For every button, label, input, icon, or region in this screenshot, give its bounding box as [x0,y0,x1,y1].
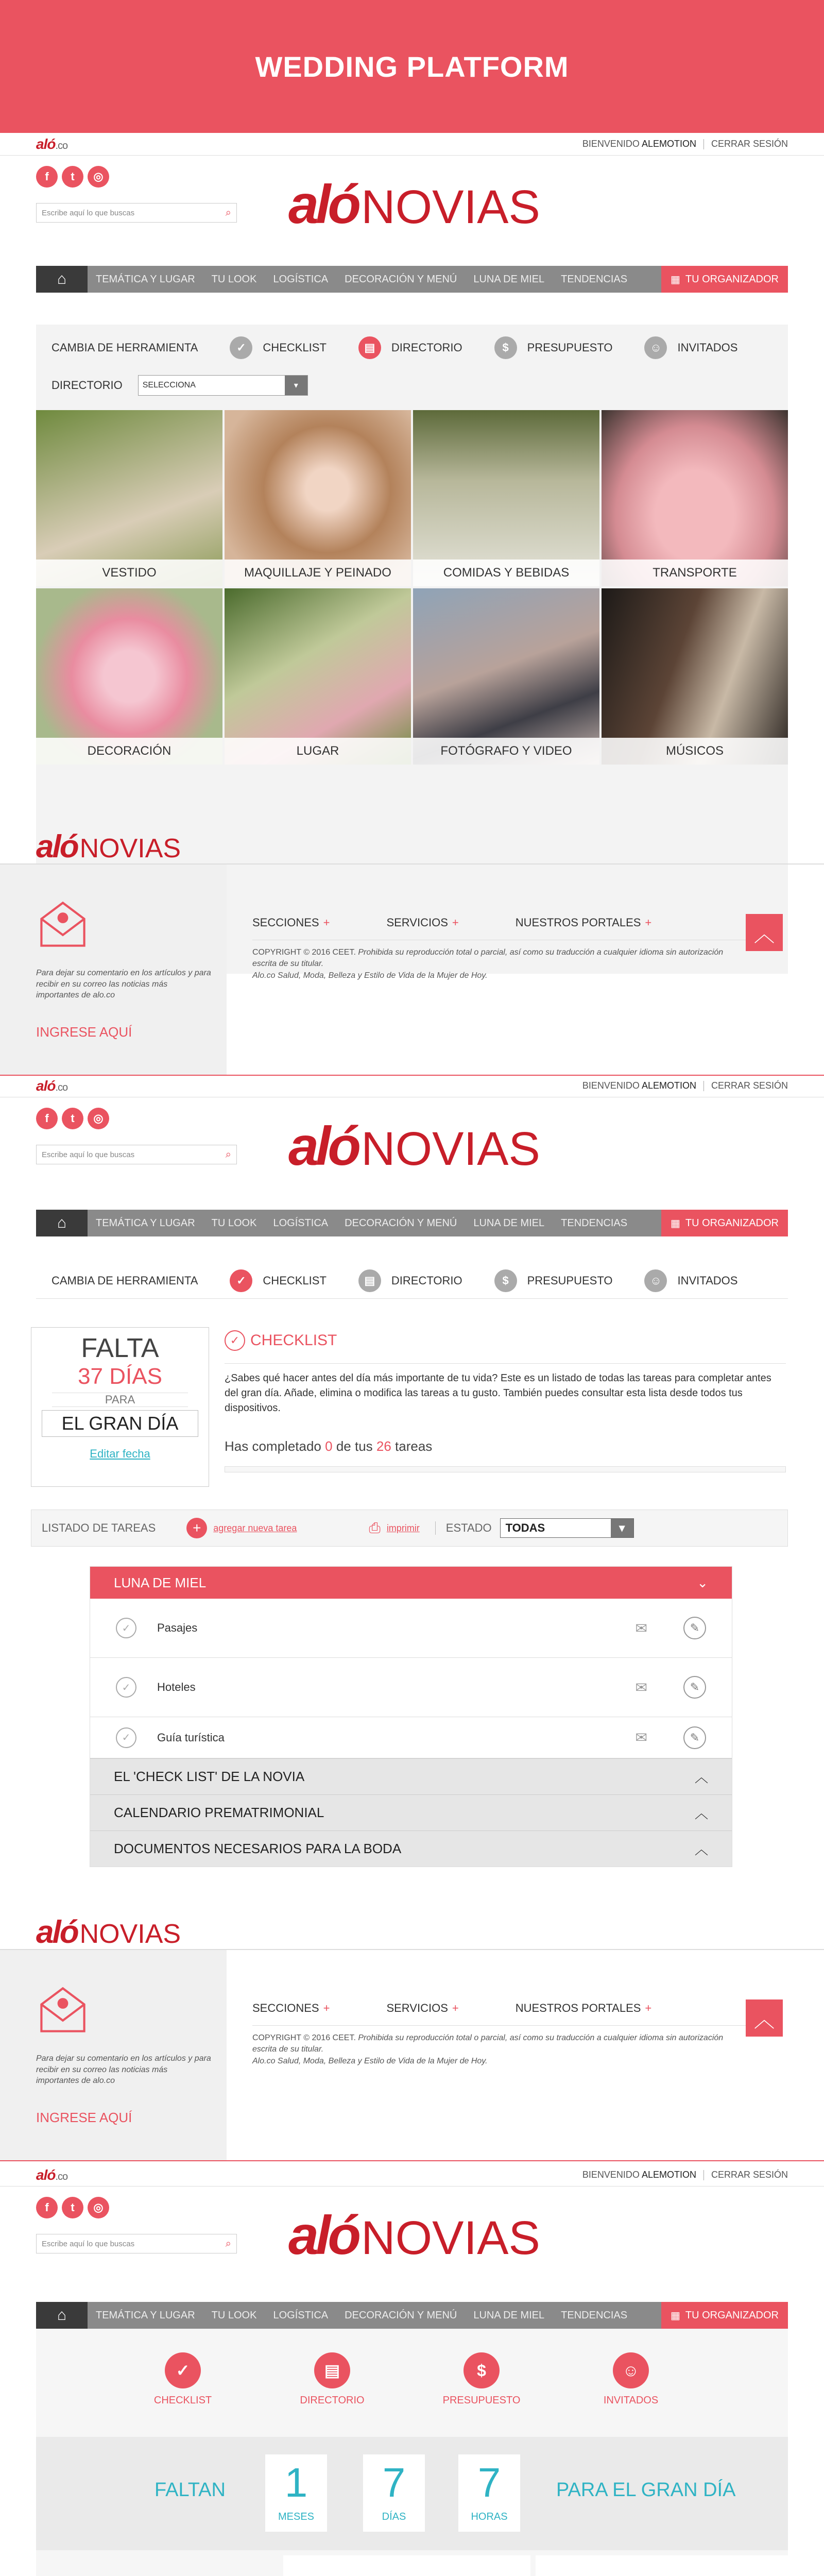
chevron-up-icon: ︿ [694,1806,708,1821]
dollar-icon: $ [464,2352,500,2388]
footer-link-portales[interactable]: NUESTROS PORTALES + [515,916,652,929]
footer-link-secciones[interactable]: SECCIONES + [252,916,330,929]
footer-brand [0,1904,824,1950]
progress-text: Has completado 0 de tus 26 tareas [225,1438,433,1454]
user-area: BIENVENIDO ALEMOTION CERRAR SESIÓN [582,2169,788,2180]
search-input[interactable]: Escribe aquí lo que buscas ⌕ [36,203,237,223]
printer-icon: ⎙ [369,1519,381,1536]
main-nav [36,2302,788,2329]
footer-body [0,865,824,1076]
guests-icon: ☺ [613,2352,649,2388]
small-logo[interactable]: aló.co [36,2166,68,2183]
section-header-open[interactable]: LUNA DE MIEL ⌄ [90,1567,732,1599]
frame-checklist [0,1075,824,1899]
tile-decoracion[interactable]: DECORACIÓN [36,588,222,765]
nav-item[interactable]: TENDENCIAS [561,2309,628,2321]
edit-date-link[interactable]: Editar fecha [90,1447,150,1460]
guests-icon: ☺ [644,1269,667,1292]
checklist-intro: ¿Sabes qué hacer antes del día más importante de tu vida? Este es un listado de todas las tareas para completar antes del gran día. Añade, elimina o modifica las tareas a tu gusto. También puedes consultar esta lista desde todos tus dispositivos. [225,1363,786,1416]
nav-item[interactable]: TEMÁTICA Y LUGAR [96,1217,195,1229]
home-icon[interactable]: ⌂ [36,266,88,293]
tool-invitados[interactable]: ☺ INVITADOS [644,336,737,359]
footer-link-servicios[interactable]: SERVICIOS + [386,2002,459,2014]
twitter-icon[interactable]: t [62,1108,83,1129]
tool-checklist[interactable]: ✓ CHECKLIST [230,336,326,359]
nav-item[interactable]: DECORACIÓN Y MENÚ [345,2309,457,2321]
nav-item[interactable]: TU LOOK [211,2309,257,2321]
directory-grid [36,410,788,765]
search-icon[interactable]: ⌕ [225,2238,231,2249]
checklist-title: ✓ CHECKLIST [225,1330,337,1351]
nav-item[interactable]: TEMÁTICA Y LUGAR [96,2309,195,2321]
top-bar [0,1075,824,1097]
page-banner [0,0,824,133]
top-bar [0,2164,824,2187]
nav-item[interactable]: LUNA DE MIEL [473,1217,545,1229]
facebook-icon[interactable]: f [36,2197,58,2218]
tool-presupuesto[interactable]: $ PRESUPUESTO [494,336,613,359]
task-toolbar: LISTADO DE TAREAS + agregar nueva tarea ⎙ imprimir ESTADO TODAS ▾ [31,1510,788,1547]
scroll-top-button[interactable]: ︿ [746,1999,783,2037]
footer-logo[interactable]: aló NOVIAS [36,1914,181,1950]
directory-icon: ▤ [314,2352,350,2388]
tool-invitados[interactable]: ☺ INVITADOS [644,1269,737,1292]
main-nav [36,266,788,293]
logout-link[interactable]: CERRAR SESIÓN [711,138,788,149]
tool-checklist[interactable]: ✓ CHECKLIST [230,1269,326,1292]
edit-icon[interactable]: ✎ [683,1676,706,1699]
tile-musicos[interactable]: MÚSICOS [602,588,788,765]
countdown-days: 7 DÍAS [363,2454,425,2532]
nav-item[interactable]: LUNA DE MIEL [473,2309,545,2321]
search-icon[interactable]: ⌕ [225,1148,231,1160]
directory-filter [52,375,308,396]
print-button[interactable]: ⎙ imprimir [369,1519,420,1536]
nav-item[interactable]: LOGÍSTICA [273,1217,329,1229]
tile-transporte[interactable]: TRANSPORTE [602,410,788,586]
instagram-icon[interactable]: ◎ [88,1108,109,1129]
organizer-button[interactable]: ▦ TU ORGANIZADOR [661,266,788,293]
search-input[interactable]: Escribe aquí lo que buscas ⌕ [36,1145,237,1164]
section-header[interactable]: CALENDARIO PREMATRIMONIAL ︿ [90,1794,732,1831]
nav-item[interactable]: TEMÁTICA Y LUGAR [96,273,195,285]
nav-item[interactable]: DECORACIÓN Y MENÚ [345,273,457,285]
home-icon[interactable]: ⌂ [36,1210,88,1236]
instagram-icon[interactable]: ◎ [88,2197,109,2218]
progress-bar [225,1466,786,1472]
main-nav [36,1210,788,1236]
organizer-button[interactable]: ▦ TU ORGANIZADOR [661,2302,788,2329]
twitter-icon[interactable]: t [62,2197,83,2218]
directory-select[interactable]: SELECCIONA ▾ [138,375,308,396]
task-row: ✓ Guía turística ✉ ✎ [90,1717,732,1758]
plus-icon: + [186,1518,207,1538]
calendar-icon: ▦ [670,1217,680,1229]
check-icon: ✓ [230,336,252,359]
tile-comidas[interactable]: COMIDAS Y BEBIDAS [413,410,599,586]
chevron-down-icon[interactable]: ▾ [611,1519,633,1537]
nav-item[interactable]: LUNA DE MIEL [473,273,545,285]
directory-icon: ▤ [358,336,381,359]
check-icon[interactable]: ✓ [116,1618,136,1638]
calendar-icon: ▦ [670,274,680,285]
nav-item[interactable]: TENDENCIAS [561,273,628,285]
check-icon: ✓ [165,2352,201,2388]
footer-logo[interactable]: aló NOVIAS [36,829,181,865]
tile-fotografo[interactable]: FOTÓGRAFO Y VIDEO [413,588,599,765]
twitter-icon[interactable]: t [62,166,83,188]
footer [0,818,824,1076]
logout-link[interactable]: CERRAR SESIÓN [711,2169,788,2180]
add-task-button[interactable]: + agregar nueva tarea [186,1518,297,1538]
search-input[interactable]: Escribe aquí lo que buscas ⌕ [36,2234,237,2253]
check-icon[interactable]: ✓ [116,1677,136,1698]
brand-logo[interactable]: aló NOVIAS [288,174,540,235]
logout-link[interactable]: CERRAR SESIÓN [711,1080,788,1091]
tile-lugar[interactable]: LUGAR [225,588,411,765]
footer-link-portales[interactable]: NUESTROS PORTALES + [515,2002,652,2014]
social-icons [36,166,109,188]
estado-select[interactable]: TODAS ▾ [500,1518,634,1538]
mail-icon[interactable]: ✉ [635,1620,647,1636]
brand-row [0,1097,824,1185]
nav-item[interactable]: TENDENCIAS [561,1217,628,1229]
welcome-text: BIENVENIDO [582,138,640,149]
footer-signup-text: Para dejar su comentario en los artículos y para recibir en su correo las noticias más importantes de alo.co [36,969,211,1000]
faltan-label: FALTAN [154,2479,226,2501]
brand-logo[interactable]: aló NOVIAS [288,1116,540,1177]
task-accordion [90,1566,732,1867]
small-logo[interactable]: aló.co [36,135,68,152]
tool-switcher-label: CAMBIA DE HERRAMIENTA [52,341,198,354]
dash-directorio[interactable]: ▤ DIRECTORIO [291,2352,373,2406]
user-name[interactable]: ALEMOTION [641,1080,696,1091]
user-name[interactable]: ALEMOTION [641,2169,696,2180]
task-row: ✓ Hoteles ✉ ✎ [90,1658,732,1717]
tool-switcher [36,336,788,359]
countdown-card: FALTA 37 DÍAS PARA EL GRAN DÍA Editar fecha [31,1327,209,1487]
chevron-up-icon: ︿ [694,1770,708,1785]
task-row: ✓ Pasajes ✉ ✎ [90,1599,732,1658]
signin-link[interactable]: INGRESE AQUÍ [36,2110,132,2125]
dollar-icon: $ [494,336,517,359]
payments-card [536,2555,788,2576]
countdown-hours: 7 HORAS [458,2454,520,2532]
countdown-months: 1 MESES [265,2454,327,2532]
footer-links [252,916,651,929]
footer-links [252,2002,651,2015]
check-circle-icon: ✓ [225,1330,245,1351]
dollar-icon: $ [494,1269,517,1292]
small-logo[interactable]: aló.co [36,1077,68,1094]
organizer-button[interactable]: ▦ TU ORGANIZADOR [661,1210,788,1236]
edit-icon[interactable]: ✎ [683,1726,706,1749]
calendar-icon: ▦ [670,2310,680,2321]
signin-link[interactable]: INGRESE AQUÍ [36,1024,132,1040]
footer-link-servicios[interactable]: SERVICIOS + [386,916,459,929]
nav-item[interactable]: DECORACIÓN Y MENÚ [345,1217,457,1229]
nav-item[interactable]: TU LOOK [211,273,257,285]
tile-vestido[interactable]: VESTIDO [36,410,222,586]
user-name[interactable]: ALEMOTION [641,138,696,149]
scroll-top-button[interactable]: ︿ [746,914,783,951]
envelope-icon [36,897,90,951]
footer-link-secciones[interactable]: SECCIONES + [252,2002,330,2014]
section-header[interactable]: EL 'CHECK LIST' DE LA NOVIA ︿ [90,1758,732,1794]
instagram-icon[interactable]: ◎ [88,166,109,188]
banner-title: WEDDING PLATFORM [255,50,569,83]
footer-signup [0,865,227,1075]
facebook-icon[interactable]: f [36,1108,58,1129]
nav-item[interactable]: TU LOOK [211,1217,257,1229]
footer [0,1904,824,2161]
gran-dia-label: PARA EL GRAN DÍA [556,2479,736,2501]
nav-item[interactable]: LOGÍSTICA [273,2309,329,2321]
brand-row [0,156,824,243]
budget-card [283,2555,530,2576]
dash-invitados[interactable]: ☺ INVITADOS [590,2352,672,2406]
tool-directorio[interactable]: ▤ DIRECTORIO [358,1269,462,1292]
user-area [582,139,788,149]
dash-presupuesto[interactable]: $ PRESUPUESTO [440,2352,523,2406]
envelope-icon [36,1983,90,2037]
footer-brand [0,818,824,865]
tile-maquillaje[interactable]: MAQUILLAJE Y PEINADO [225,410,411,586]
tool-directorio[interactable]: ▤ DIRECTORIO [358,336,462,359]
frame-dashboard [0,2164,824,2576]
tool-presupuesto[interactable]: $ PRESUPUESTO [494,1269,613,1292]
search-icon[interactable]: ⌕ [225,207,231,218]
tool-switcher: CAMBIA DE HERRAMIENTA ✓ CHECKLIST ▤ DIRECTORIO $ PRESUPUESTO ☺ INVITADOS [36,1269,788,1299]
nav-item[interactable]: LOGÍSTICA [273,273,329,285]
dash-checklist[interactable]: ✓ CHECKLIST [142,2352,224,2406]
facebook-icon[interactable]: f [36,166,58,188]
top-bar [0,133,824,156]
edit-icon[interactable]: ✎ [683,1617,706,1639]
brand-row [0,2187,824,2274]
check-icon[interactable]: ✓ [116,1727,136,1748]
directory-label: DIRECTORIO [52,379,123,392]
footer-body: Para dejar su comentario en los artículos y para recibir en su correo las noticias más importantes de alo.co INGRESE AQUÍ SECCIONES + SERVICIOS + NUESTROS PORTALES + COPYRIGHT © 2016 CEET. Prohibida su reproducción total o parcial, así como su traducción a cualquier idioma sin autorización escrita de su titular. Alo.co Salud, Moda, Belleza y Estilo de Vida de la Mujer de Hoy. ︿ [0,1950,824,2161]
copyright: COPYRIGHT © 2016 CEET. Prohibida su reproducción total o parcial, así como su traducción a cualquier idioma sin autorización escrita de su titular. Alo.co Salud, Moda, Belleza y Estilo de Vida de la Mujer de Hoy. [252,948,724,980]
mail-icon[interactable]: ✉ [635,1730,647,1745]
check-icon: ✓ [230,1269,252,1292]
chevron-up-icon: ︿ [694,1842,708,1857]
chevron-down-icon[interactable]: ▾ [285,376,307,395]
chevron-up-icon: ⌄ [697,1574,708,1590]
brand-logo[interactable]: aló NOVIAS [288,2205,540,2266]
user-area: BIENVENIDO ALEMOTION CERRAR SESIÓN [582,1080,788,1091]
copyright: COPYRIGHT © 2016 CEET. Prohibida su reproducción total o parcial, así como su traducción a cualquier idioma sin autorización escrita de su titular. Alo.co Salud, Moda, Belleza y Estilo de Vida de la Mujer de Hoy. [252,2033,724,2065]
directory-icon: ▤ [358,1269,381,1292]
section-header[interactable]: DOCUMENTOS NECESARIOS PARA LA BODA ︿ [90,1831,732,1867]
guests-icon: ☺ [644,336,667,359]
mail-icon[interactable]: ✉ [635,1679,647,1696]
home-icon[interactable]: ⌂ [36,2302,88,2329]
